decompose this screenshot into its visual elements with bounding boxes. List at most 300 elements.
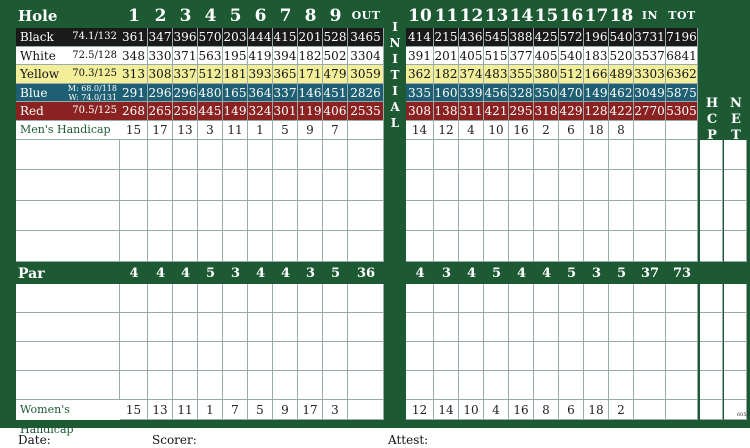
player-name-cell[interactable]: [16, 170, 120, 201]
score-cell[interactable]: [273, 201, 298, 232]
net-cell[interactable]: [724, 201, 747, 232]
hole-number: 18: [609, 6, 634, 26]
yardage-cell: 456: [484, 84, 509, 103]
score-cell[interactable]: [666, 313, 698, 342]
hcp-cell[interactable]: [700, 400, 723, 420]
hole-number: 6: [254, 6, 267, 26]
handicap-cell: 15: [120, 121, 148, 140]
score-cell[interactable]: [198, 342, 223, 371]
score-cell[interactable]: [434, 201, 459, 232]
hole-number: 12: [459, 6, 484, 26]
handicap-cell: 3: [198, 121, 223, 140]
handicap-cell: 5: [273, 121, 298, 140]
blank-cell[interactable]: [666, 400, 698, 420]
hole-number: 4: [204, 6, 217, 26]
score-cell[interactable]: [148, 342, 173, 371]
yardage-cell: 445: [198, 102, 223, 121]
hcp-cell[interactable]: [700, 342, 723, 371]
initial-letter: T: [390, 68, 400, 82]
score-cell[interactable]: [406, 342, 434, 371]
hcp-cell[interactable]: [700, 201, 723, 232]
yardage-cell: 570: [198, 28, 223, 47]
handicap-cell: 14: [406, 121, 434, 140]
player-name-cell[interactable]: [16, 201, 120, 232]
handicap-cell: 12: [434, 121, 459, 140]
player-name-cell[interactable]: [16, 284, 120, 313]
yardage-cell: 388: [509, 28, 534, 47]
score-cell[interactable]: [609, 284, 634, 313]
hole-number: 10: [408, 6, 432, 26]
score-cell[interactable]: [198, 313, 223, 342]
player-name-cell[interactable]: [16, 342, 120, 371]
score-cell[interactable]: [459, 170, 484, 201]
score-cell[interactable]: [406, 313, 434, 342]
hcp-cell[interactable]: [700, 231, 723, 262]
initial-label: [384, 19, 406, 131]
yardage-cell: 348: [120, 47, 148, 66]
score-cell[interactable]: [273, 342, 298, 371]
tot-total: 6841: [666, 47, 698, 66]
score-cell[interactable]: [484, 170, 509, 201]
score-cell[interactable]: [273, 231, 298, 262]
score-cell[interactable]: [559, 371, 584, 400]
score-cell[interactable]: [609, 371, 634, 400]
score-cell[interactable]: [120, 342, 148, 371]
handicap-cell: 2: [534, 121, 559, 140]
par-value: 4: [541, 266, 552, 281]
score-cell[interactable]: [559, 284, 584, 313]
score-cell[interactable]: [198, 140, 223, 171]
yardage-cell: 119: [298, 102, 323, 121]
score-cell[interactable]: [559, 201, 584, 232]
handicap-cell: 11: [223, 121, 248, 140]
tot-total: 6362: [666, 65, 698, 84]
score-cell[interactable]: [248, 201, 273, 232]
score-cell[interactable]: [666, 170, 698, 201]
score-cell[interactable]: [534, 201, 559, 232]
yardage-cell: 215: [434, 28, 459, 47]
score-cell[interactable]: [120, 284, 148, 313]
score-cell[interactable]: [509, 342, 534, 371]
score-cell[interactable]: [323, 231, 348, 262]
score-cell[interactable]: [348, 201, 384, 232]
score-cell[interactable]: [434, 231, 459, 262]
out-total: 3304: [348, 47, 384, 66]
par-in: 37: [640, 266, 660, 281]
score-cell[interactable]: [609, 170, 634, 201]
handicap-cell: 12: [406, 400, 434, 420]
score-cell[interactable]: [484, 201, 509, 232]
score-cell[interactable]: [634, 313, 666, 342]
score-cell[interactable]: [348, 140, 384, 171]
score-cell[interactable]: [534, 140, 559, 171]
yardage-cell: 489: [609, 65, 634, 84]
score-cell[interactable]: [223, 313, 248, 342]
score-cell[interactable]: [223, 371, 248, 400]
net-cell[interactable]: [724, 342, 747, 371]
initial-letter: I: [392, 52, 398, 66]
yardage-cell: 540: [609, 28, 634, 47]
score-cell[interactable]: [298, 170, 323, 201]
yardage-cell: 425: [534, 28, 559, 47]
score-cell[interactable]: [559, 342, 584, 371]
score-cell[interactable]: [584, 231, 609, 262]
score-cell[interactable]: [198, 231, 223, 262]
score-cell[interactable]: [298, 231, 323, 262]
score-cell[interactable]: [634, 284, 666, 313]
score-cell[interactable]: [173, 313, 198, 342]
score-cell[interactable]: [323, 371, 348, 400]
score-cell[interactable]: [509, 284, 534, 313]
yardage-cell: 515: [484, 47, 509, 66]
score-cell[interactable]: [484, 140, 509, 171]
par-value: 5: [566, 266, 577, 281]
score-cell[interactable]: [459, 201, 484, 232]
score-cell[interactable]: [509, 170, 534, 201]
score-cell[interactable]: [148, 313, 173, 342]
yardage-cell: 291: [120, 84, 148, 103]
hcp-cell[interactable]: [700, 313, 723, 342]
yardage-cell: 444: [248, 28, 273, 47]
score-cell[interactable]: [198, 284, 223, 313]
score-cell[interactable]: [484, 342, 509, 371]
score-cell[interactable]: [198, 201, 223, 232]
score-cell[interactable]: [298, 313, 323, 342]
score-cell[interactable]: [584, 201, 609, 232]
hcp-cell[interactable]: [700, 284, 723, 313]
tee-label-blue: [16, 84, 120, 103]
score-cell[interactable]: [198, 170, 223, 201]
hole-number: 15: [534, 6, 559, 26]
net-cell[interactable]: [724, 284, 747, 313]
yardage-cell: 337: [273, 84, 298, 103]
par-value: 3: [591, 266, 602, 281]
tee-label-red: [16, 102, 120, 121]
tot-header: TOT: [668, 9, 696, 22]
score-cell[interactable]: [323, 170, 348, 201]
in-total: 3731: [634, 28, 666, 47]
net-cell[interactable]: [724, 371, 747, 400]
in-total: 3303: [634, 65, 666, 84]
score-cell[interactable]: [484, 284, 509, 313]
score-cell[interactable]: [534, 231, 559, 262]
tot-total: 5305: [666, 102, 698, 121]
score-cell[interactable]: [248, 313, 273, 342]
handicap-cell: 4: [459, 121, 484, 140]
score-cell[interactable]: [223, 231, 248, 262]
score-cell[interactable]: [273, 371, 298, 400]
score-cell[interactable]: [273, 170, 298, 201]
score-cell[interactable]: [584, 284, 609, 313]
score-cell[interactable]: [148, 231, 173, 262]
score-cell[interactable]: [323, 284, 348, 313]
yardage-cell: 160: [434, 84, 459, 103]
score-cell[interactable]: [348, 371, 384, 400]
handicap-cell: 6: [559, 121, 584, 140]
score-cell[interactable]: [666, 342, 698, 371]
score-cell[interactable]: [609, 231, 634, 262]
score-cell[interactable]: [459, 371, 484, 400]
yardage-cell: 436: [459, 28, 484, 47]
score-cell[interactable]: [248, 140, 273, 171]
hcp-cell[interactable]: [700, 371, 723, 400]
yardage-cell: 265: [148, 102, 173, 121]
score-cell[interactable]: [459, 313, 484, 342]
score-cell[interactable]: [584, 342, 609, 371]
net-cell[interactable]: [724, 170, 747, 201]
score-cell[interactable]: [484, 313, 509, 342]
in-header: IN: [641, 9, 659, 22]
score-cell[interactable]: [666, 201, 698, 232]
blank-cell[interactable]: [634, 121, 666, 140]
score-cell[interactable]: [173, 284, 198, 313]
score-cell[interactable]: [434, 170, 459, 201]
score-cell[interactable]: [666, 140, 698, 171]
net-cell[interactable]: [724, 231, 747, 262]
score-cell[interactable]: [323, 313, 348, 342]
score-cell[interactable]: [120, 170, 148, 201]
score-cell[interactable]: [666, 284, 698, 313]
score-cell[interactable]: [459, 284, 484, 313]
score-cell[interactable]: [348, 231, 384, 262]
blank-cell[interactable]: [666, 121, 698, 140]
score-cell[interactable]: [609, 140, 634, 171]
score-cell[interactable]: [534, 342, 559, 371]
score-cell[interactable]: [634, 231, 666, 262]
yardage-cell: 203: [223, 28, 248, 47]
score-cell[interactable]: [634, 170, 666, 201]
score-cell[interactable]: [273, 140, 298, 171]
score-cell[interactable]: [120, 201, 148, 232]
net-cell[interactable]: [724, 140, 747, 171]
yardage-cell: 470: [559, 84, 584, 103]
out-total: 3059: [348, 65, 384, 84]
score-cell[interactable]: [634, 201, 666, 232]
yardage-cell: 414: [406, 28, 434, 47]
score-cell[interactable]: [406, 201, 434, 232]
score-cell[interactable]: [534, 284, 559, 313]
yardage-cell: 364: [248, 84, 273, 103]
net-cell[interactable]: [724, 313, 747, 342]
handicap-cell: 5: [248, 400, 273, 420]
par-out: 36: [356, 266, 376, 281]
score-cell[interactable]: [223, 201, 248, 232]
score-cell[interactable]: [348, 170, 384, 201]
score-cell[interactable]: [173, 201, 198, 232]
yardage-cell: 347: [148, 28, 173, 47]
score-cell[interactable]: [298, 201, 323, 232]
score-cell[interactable]: [609, 313, 634, 342]
mens-handicap-label: Men's Handicap: [16, 121, 120, 140]
score-cell[interactable]: [509, 140, 534, 171]
score-cell[interactable]: [223, 140, 248, 171]
yardage-cell: 371: [173, 47, 198, 66]
score-cell[interactable]: [223, 170, 248, 201]
score-cell[interactable]: [534, 313, 559, 342]
score-cell[interactable]: [434, 140, 459, 171]
score-cell[interactable]: [248, 342, 273, 371]
score-cell[interactable]: [348, 313, 384, 342]
yardage-cell: 311: [459, 102, 484, 121]
score-cell[interactable]: [406, 170, 434, 201]
yardage-cell: 462: [609, 84, 634, 103]
score-cell[interactable]: [248, 371, 273, 400]
handicap-cell: 13: [173, 121, 198, 140]
handicap-cell: 13: [148, 400, 173, 420]
yardage-cell: 313: [120, 65, 148, 84]
par-value: 4: [129, 266, 139, 281]
score-cell[interactable]: [559, 231, 584, 262]
score-cell[interactable]: [434, 371, 459, 400]
date-label: Date:: [18, 433, 51, 447]
score-cell[interactable]: [484, 371, 509, 400]
score-cell[interactable]: [148, 284, 173, 313]
yardage-cell: 396: [173, 28, 198, 47]
score-cell[interactable]: [634, 342, 666, 371]
handicap-cell: 8: [534, 400, 559, 420]
score-cell[interactable]: [406, 231, 434, 262]
tee-name: Red: [20, 104, 44, 119]
net-letter: E: [731, 112, 741, 127]
score-cell[interactable]: [298, 371, 323, 400]
yardage-cell: 258: [173, 102, 198, 121]
hcp-letter: P: [707, 128, 717, 143]
score-cell[interactable]: [348, 342, 384, 371]
par-value: 4: [155, 266, 166, 281]
hcp-cell[interactable]: [700, 170, 723, 201]
blank-cell[interactable]: [348, 400, 384, 420]
score-cell[interactable]: [173, 140, 198, 171]
yardage-cell: 394: [273, 47, 298, 66]
score-cell[interactable]: [609, 201, 634, 232]
score-cell[interactable]: [148, 201, 173, 232]
hcp-letter: H: [705, 96, 719, 111]
score-cell[interactable]: [534, 170, 559, 201]
hole-number: 16: [559, 6, 584, 26]
handicap-cell: 17: [148, 121, 173, 140]
score-cell[interactable]: [298, 284, 323, 313]
score-cell[interactable]: [609, 342, 634, 371]
out-total: 3465: [348, 28, 384, 47]
player-name-cell[interactable]: [16, 231, 120, 262]
score-cell[interactable]: [173, 231, 198, 262]
score-cell[interactable]: [634, 371, 666, 400]
score-cell[interactable]: [666, 231, 698, 262]
handicap-cell: 6: [559, 400, 584, 420]
score-cell[interactable]: [459, 140, 484, 171]
score-cell[interactable]: [173, 170, 198, 201]
score-cell[interactable]: [666, 371, 698, 400]
score-cell[interactable]: [323, 140, 348, 171]
handicap-cell: 16: [509, 121, 534, 140]
score-cell[interactable]: [434, 313, 459, 342]
score-cell[interactable]: [406, 140, 434, 171]
handicap-cell: 2: [609, 400, 634, 420]
tee-rating: 72.5/128: [72, 49, 117, 61]
score-cell[interactable]: [509, 371, 534, 400]
hcp-cell[interactable]: [700, 140, 723, 171]
score-cell[interactable]: [406, 284, 434, 313]
score-cell[interactable]: [148, 371, 173, 400]
score-cell[interactable]: [298, 140, 323, 171]
score-cell[interactable]: [348, 284, 384, 313]
player-name-cell[interactable]: [16, 313, 120, 342]
score-cell[interactable]: [248, 284, 273, 313]
score-cell[interactable]: [148, 170, 173, 201]
score-cell[interactable]: [434, 342, 459, 371]
score-cell[interactable]: [534, 371, 559, 400]
score-cell[interactable]: [584, 140, 609, 171]
score-cell[interactable]: [248, 231, 273, 262]
yardage-cell: 330: [148, 47, 173, 66]
tee-rating: 70.5/125: [72, 105, 117, 117]
yardage-cell: 451: [323, 84, 348, 103]
blank-cell[interactable]: [634, 400, 666, 420]
yardage-cell: 563: [198, 47, 223, 66]
tee-label-black: [16, 28, 120, 47]
blank-cell[interactable]: [348, 121, 384, 140]
yardage-cell: 422: [609, 102, 634, 121]
score-cell[interactable]: [120, 371, 148, 400]
score-cell[interactable]: [484, 231, 509, 262]
score-cell[interactable]: [148, 140, 173, 171]
score-cell[interactable]: [223, 342, 248, 371]
yardage-cell: 328: [509, 84, 534, 103]
score-cell[interactable]: [459, 342, 484, 371]
yardage-cell: 350: [534, 84, 559, 103]
score-cell[interactable]: [509, 231, 534, 262]
score-cell[interactable]: [584, 313, 609, 342]
score-cell[interactable]: [248, 170, 273, 201]
score-cell[interactable]: [120, 140, 148, 171]
score-cell[interactable]: [298, 342, 323, 371]
yardage-cell: 149: [584, 84, 609, 103]
score-cell[interactable]: [323, 201, 348, 232]
out-total: 2826: [348, 84, 384, 103]
yardage-cell: 308: [406, 102, 434, 121]
yardage-cell: 429: [559, 102, 584, 121]
player-name-cell[interactable]: [16, 371, 120, 400]
score-cell[interactable]: [584, 371, 609, 400]
score-cell[interactable]: [173, 371, 198, 400]
score-cell[interactable]: [634, 140, 666, 171]
score-cell[interactable]: [120, 231, 148, 262]
score-cell[interactable]: [406, 371, 434, 400]
score-cell[interactable]: [223, 284, 248, 313]
yardage-cell: 405: [534, 47, 559, 66]
score-cell[interactable]: [273, 313, 298, 342]
tee-name: Black: [20, 30, 54, 44]
score-cell[interactable]: [198, 371, 223, 400]
score-cell[interactable]: [559, 170, 584, 201]
score-cell[interactable]: [323, 342, 348, 371]
yardage-cell: 380: [534, 65, 559, 84]
score-cell[interactable]: [173, 342, 198, 371]
score-cell[interactable]: [509, 313, 534, 342]
score-cell[interactable]: [120, 313, 148, 342]
score-cell[interactable]: [273, 284, 298, 313]
score-cell[interactable]: [559, 313, 584, 342]
par-value: 3: [305, 266, 316, 281]
score-cell[interactable]: [434, 284, 459, 313]
score-cell[interactable]: [559, 140, 584, 171]
yardage-cell: 308: [148, 65, 173, 84]
score-cell[interactable]: [584, 170, 609, 201]
player-name-cell[interactable]: [16, 140, 120, 171]
score-cell[interactable]: [509, 201, 534, 232]
score-cell[interactable]: [459, 231, 484, 262]
hcp-label: [700, 96, 724, 144]
